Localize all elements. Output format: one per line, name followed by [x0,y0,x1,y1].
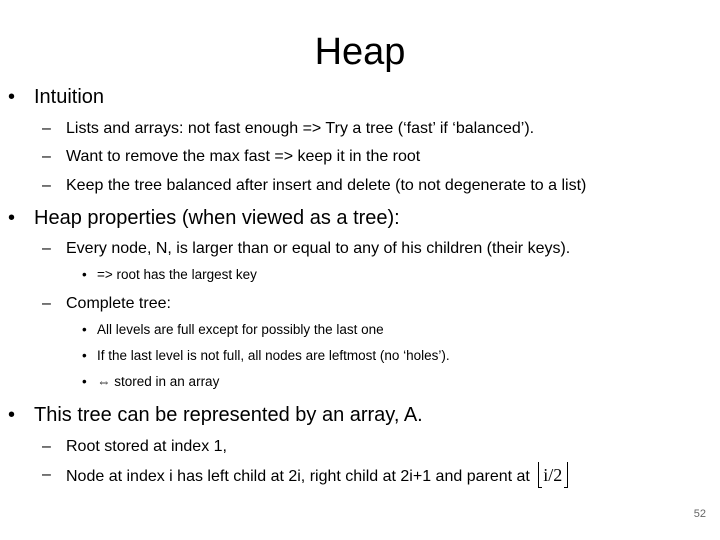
bullet-intuition: Intuition [34,86,105,108]
dash-marker: – [42,466,51,483]
complete-tree-item-2: If the last level is not full, all nodes are leftmost (no ‘holes’). [97,348,450,363]
bullet-marker: • [8,86,16,108]
intuition-item-1: Lists and arrays: not fast enough => Try a tree (‘fast’ if ‘balanced’). [66,120,535,137]
dash-marker: – [42,177,51,194]
bullet-marker: • [8,404,16,426]
bullet-marker: • [82,374,87,389]
intuition-item-2: Want to remove the max fast => keep it in the root [66,148,421,165]
bullet-array-representation: This tree can be represented by an array, A. [34,404,423,426]
dash-marker: – [42,438,51,455]
dash-marker: – [42,295,51,312]
bullet-marker: • [82,267,87,282]
array-root-index: Root stored at index 1, [66,438,227,455]
complete-tree-item-1: All levels are full except for possibly the last one [97,322,384,337]
dash-marker: – [42,148,51,165]
floor-bracket-right [564,462,568,488]
page-number: 52 [693,508,706,520]
floor-formula-text: i/2 [543,465,563,485]
array-index-rule [66,464,568,487]
heap-property-order: Every node, N, is larger than or equal to any of his children (their keys). [66,240,571,257]
floor-bracket-left [538,462,542,488]
slide-title: Heap [314,31,406,73]
floor-formula [538,464,568,486]
dash-marker: – [42,240,51,257]
bullet-marker: • [82,348,87,363]
array-index-rule-text: Node at index i has left child at 2i, right child at 2i+1 and parent at [66,468,530,485]
heap-property-root: => root has the largest key [97,267,257,282]
double-arrow-icon: ⇔ [97,374,111,389]
complete-tree-item-3 [97,373,219,391]
intuition-item-3: Keep the tree balanced after insert and delete (to not degenerate to a list) [66,177,587,194]
bullet-heap-properties: Heap properties (when viewed as a tree): [34,207,400,229]
dash-marker: – [42,120,51,137]
bullet-marker: • [8,207,16,229]
complete-tree-item-3-text: stored in an array [114,374,220,389]
bullet-marker: • [82,322,87,337]
heap-property-complete: Complete tree: [66,295,171,312]
